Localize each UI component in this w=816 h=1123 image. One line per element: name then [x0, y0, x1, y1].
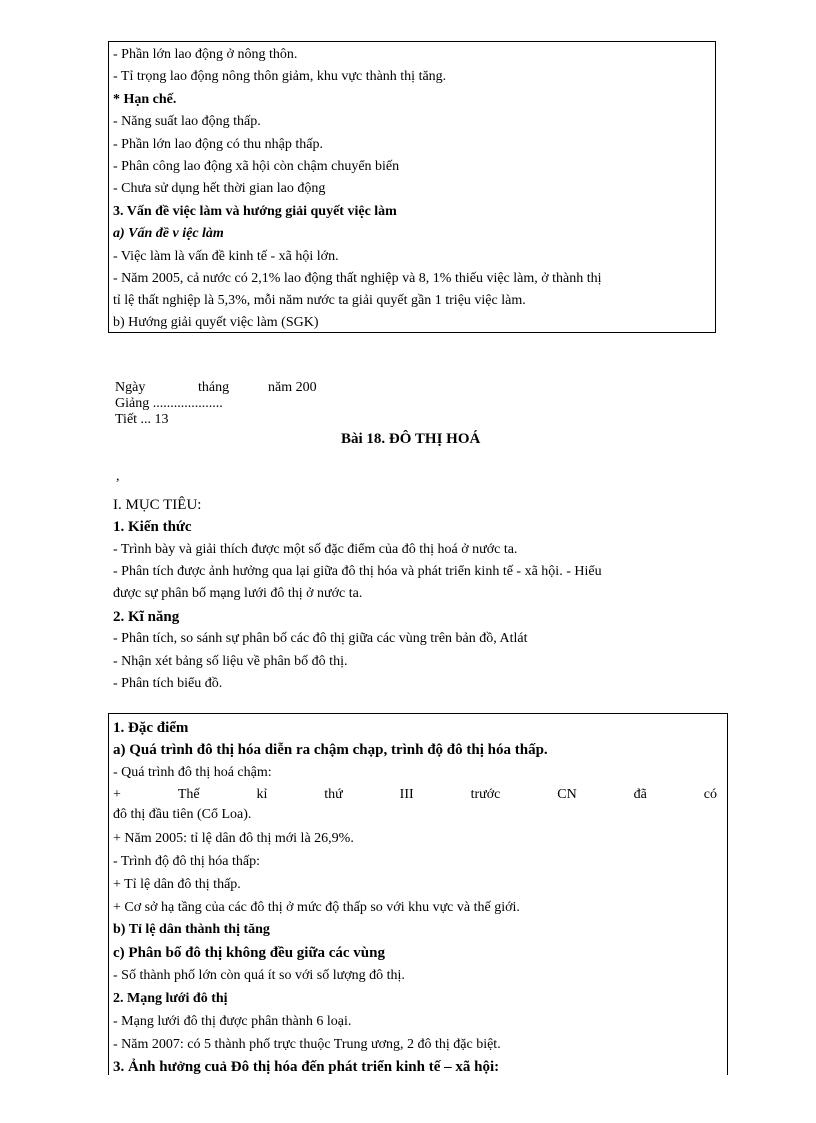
- text-line: - Phân tích được ảnh hưởng qua lại giữa đô thị hóa và phát triển kinh tế - xã hội. - Hiểu: [113, 564, 602, 579]
- features-heading: 1. Đặc điểm: [113, 720, 189, 736]
- text-line: - Quá trình đô thị hoá chậm:: [113, 765, 272, 780]
- word: CN: [557, 787, 577, 802]
- text-line: - Nhận xét bảng số liệu về phân bố đô thị.: [113, 654, 348, 669]
- word: đã: [633, 787, 647, 802]
- word: kỉ: [256, 787, 268, 802]
- year-label: năm 200: [268, 380, 317, 395]
- text-line: tỉ lệ thất nghiệp là 5,3%, mỗi năm nước ta giải quyết gần 1 triệu việc làm.: [113, 293, 526, 308]
- subheading-a: a) Quá trình đô thị hóa diễn ra chậm chạp, trình độ đô thị hóa thấp.: [113, 742, 548, 758]
- text-line: được sự phân bố mạng lưới đô thị ở nước ta.: [113, 586, 363, 601]
- month-label: tháng: [198, 380, 230, 395]
- text-line: - Phân tích biểu đồ.: [113, 676, 223, 691]
- text-line: - Phân công lao động xã hội còn chậm chuyển biến: [113, 159, 400, 174]
- text-line: - Năm 2007: có 5 thành phố trực thuộc Trung ương, 2 đô thị đặc biệt.: [113, 1037, 501, 1052]
- text-line: - Việc làm là vấn đề kinh tế - xã hội lớn.: [113, 249, 339, 264]
- text-line: - Năng suất lao động thấp.: [113, 114, 261, 129]
- subheading-employment-issue: a) Vấn đề v iệc làm: [113, 226, 224, 241]
- knowledge-heading: 1. Kiến thức: [113, 519, 192, 535]
- text-line: - Phần lớn lao động ở nông thôn.: [113, 47, 298, 62]
- text-line: - Chưa sử dụng hết thời gian lao động: [113, 181, 326, 196]
- text-line: - Năm 2005, cả nước có 2,1% lao động thất nghiệp và 8, 1% thiếu việc làm, ở thành thị: [113, 271, 602, 286]
- text-line: + Tỉ lệ dân đô thị thấp.: [113, 877, 241, 892]
- subheading-limitations: * Hạn chế.: [113, 92, 177, 107]
- text-line: - Phân tích, so sánh sự phân bố các đô thị giữa các vùng trên bản đồ, Atlát: [113, 631, 528, 646]
- word: Thế: [177, 787, 200, 802]
- text-line: - Phần lớn lao động có thu nhập thấp.: [113, 137, 323, 152]
- stray-mark: ,: [116, 469, 120, 484]
- text-line: - Trình độ đô thị hóa thấp:: [113, 854, 261, 869]
- text-line: - Tỉ trọng lao động nông thôn giảm, khu vực thành thị tăng.: [113, 69, 447, 84]
- period-label: Tiết ... 13: [115, 412, 169, 427]
- text-line: - Trình bày và giải thích được một số đặc điểm của đô thị hoá ở nước ta.: [113, 542, 518, 557]
- text-line: b) Hướng giải quyết việc làm (SGK): [113, 315, 319, 330]
- section-heading-employment: 3. Vấn đề việc làm và hướng giải quyết việc làm: [113, 204, 397, 219]
- text-line: - Mạng lưới đô thị được phân thành 6 loại.: [113, 1014, 352, 1029]
- text-line: + Cơ sở hạ tầng của các đô thị ở mức độ thấp so với khu vực và thế giới.: [113, 900, 520, 915]
- word: thứ: [324, 787, 343, 802]
- justified-line: [113, 786, 717, 804]
- word: III: [399, 787, 414, 802]
- network-heading: 2. Mạng lưới đô thị: [113, 991, 228, 1006]
- subheading-b: b) Tỉ lệ dân thành thị tăng: [113, 922, 270, 937]
- text-line: - Số thành phố lớn còn quá ít so với số lượng đô thị.: [113, 968, 405, 983]
- page-title: Bài 18. ĐÔ THỊ HOÁ: [341, 431, 481, 447]
- skills-heading: 2. Kĩ năng: [113, 609, 180, 625]
- word: có: [703, 787, 717, 802]
- subheading-c: c) Phân bố đô thị không đều giữa các vùng: [113, 945, 385, 961]
- text-line: đô thị đầu tiên (Cổ Loa).: [113, 807, 252, 822]
- impact-heading: 3. Ảnh hưởng cuả Đô thị hóa đến phát triển kinh tế – xã hội:: [113, 1059, 500, 1075]
- date-label: Ngày: [115, 380, 146, 395]
- objectives-heading: I. MỤC TIÊU:: [113, 497, 202, 513]
- word: trước: [470, 787, 501, 802]
- text-line: + Năm 2005: tỉ lệ dân đô thị mới là 26,9%.: [113, 831, 354, 846]
- teach-label: Giảng ....................: [115, 396, 223, 411]
- word: +: [113, 787, 121, 802]
